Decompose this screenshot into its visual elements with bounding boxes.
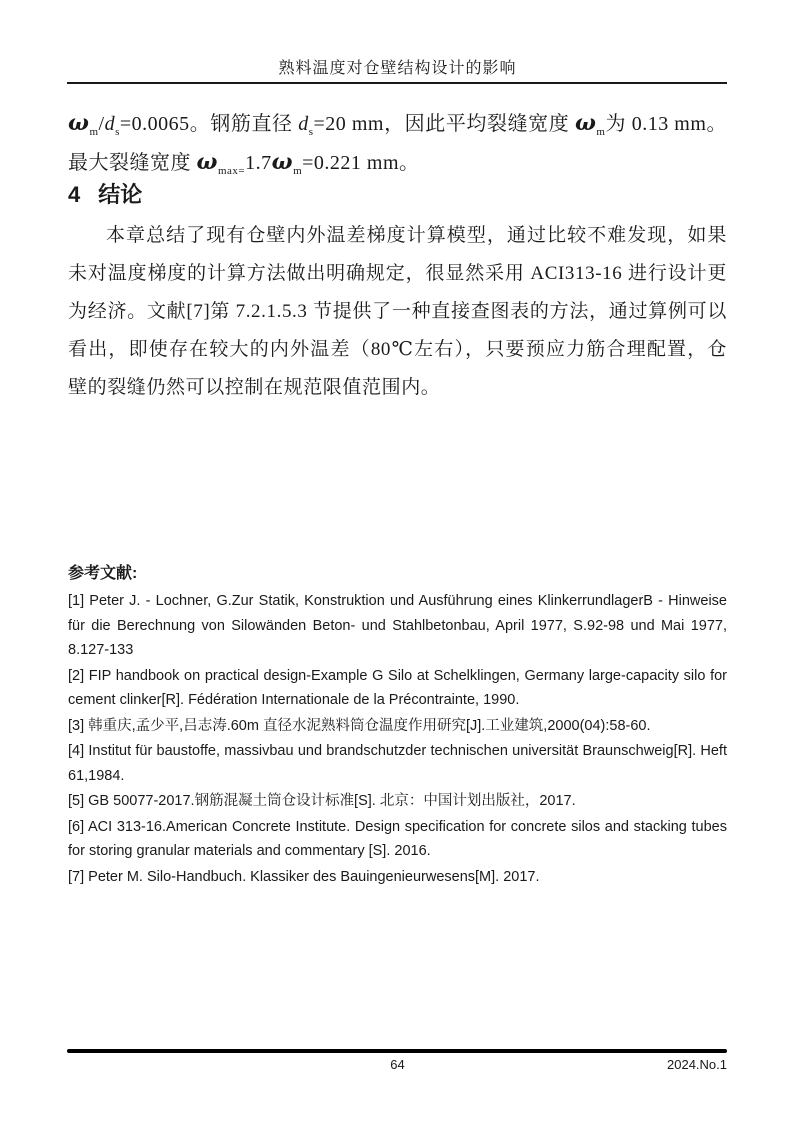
subscript-s: s: [308, 126, 314, 138]
d-symbol: d: [104, 113, 116, 135]
omega-symbol: ω: [271, 149, 294, 175]
subscript-max: max=: [217, 165, 246, 177]
header-rule: [67, 82, 727, 84]
formula-text-3: 为 0.13 mm。最大裂缝宽度: [68, 113, 727, 174]
conclusion-paragraph: 本章总结了现有仓壁内外温差梯度计算模型，通过比较不难发现，如果未对温度梯度的计算方法做出明确规定，很显然采用 ACI313-16 进行设计更为经济。文献[7]第 7.2.1.5.3 节提供了一种直接查图表的方法，通过算例可以看出，即使存在较大的内外温差（80℃左右），只要预应力筋合理配置，仓壁的裂缝仍然可以控制在规范限值范围内。: [68, 225, 727, 398]
section-title: 结论: [98, 182, 143, 208]
subscript-m: m: [293, 165, 303, 177]
omega-symbol: ω: [196, 149, 218, 175]
omega-symbol: ω: [68, 110, 90, 136]
subscript-m: m: [596, 126, 606, 138]
issue-label: 2024.No.1: [667, 1057, 727, 1072]
reference-item: [7] Peter M. Silo-Handbuch. Klassiker des Bauingenieurwesens[M]. 2017.: [68, 868, 540, 885]
reference-item: [2] FIP handbook on practical design-Example G Silo at Schelklingen, Germany large-capacity silo for cement clinker[R]. Fédération Internationale de la Précontrainte, 1990.: [68, 667, 727, 708]
slash: /: [98, 113, 105, 135]
running-title: 熟料温度对仓壁结构设计的影响: [278, 60, 517, 77]
coefficient: 1.7: [245, 152, 272, 174]
reference-item: [3] 韩重庆,孟少平,吕志涛.60m 直径水泥熟料筒仓温度作用研究[J].工业建筑,2000(04):58-60.: [68, 717, 651, 734]
formula-text-4: =0.221 mm。: [302, 152, 420, 174]
section-number: 4: [68, 182, 81, 208]
section-heading-conclusion: [68, 178, 727, 209]
d-symbol: d: [298, 113, 309, 135]
reference-item: [5] GB 50077-2017.钢筋混凝土筒仓设计标准[S]. 北京：中国计划出版社，2017.: [68, 793, 576, 809]
crack-width-paragraph: [68, 104, 727, 182]
footer-rule: [67, 1049, 727, 1053]
subscript-m: m: [89, 126, 99, 138]
formula-text-1: =0.0065。钢筋直径: [119, 113, 299, 135]
references-section: [68, 560, 727, 890]
references-heading: 参考文献:: [68, 565, 138, 582]
reference-item: [6] ACI 313-16.American Concrete Institute. Design specification for concrete silos and stacking tubes for storing granular materials and commentary [S]. 2016.: [68, 818, 727, 859]
reference-item: [4] Institut für baustoffe, massivbau und brandschutzder technischen universität Braunschweig[R]. Heft 61,1984.: [68, 743, 727, 784]
footer: [68, 1057, 727, 1072]
omega-symbol: ω: [574, 110, 597, 136]
reference-item: [1] Peter J. - Lochner, G.Zur Statik, Konstruktion und Ausführung eines KlinkerrundlagerB - Hinweise für die Berechnung von Silowänden Beton- und Stahlbetonbau, April 1977, S.92-98 und Mai 1977, 8.127-133: [68, 593, 727, 658]
subscript-s: s: [115, 126, 120, 138]
page-number: 64: [390, 1057, 405, 1072]
formula-text-2: =20 mm，因此平均裂缝宽度: [313, 113, 575, 135]
